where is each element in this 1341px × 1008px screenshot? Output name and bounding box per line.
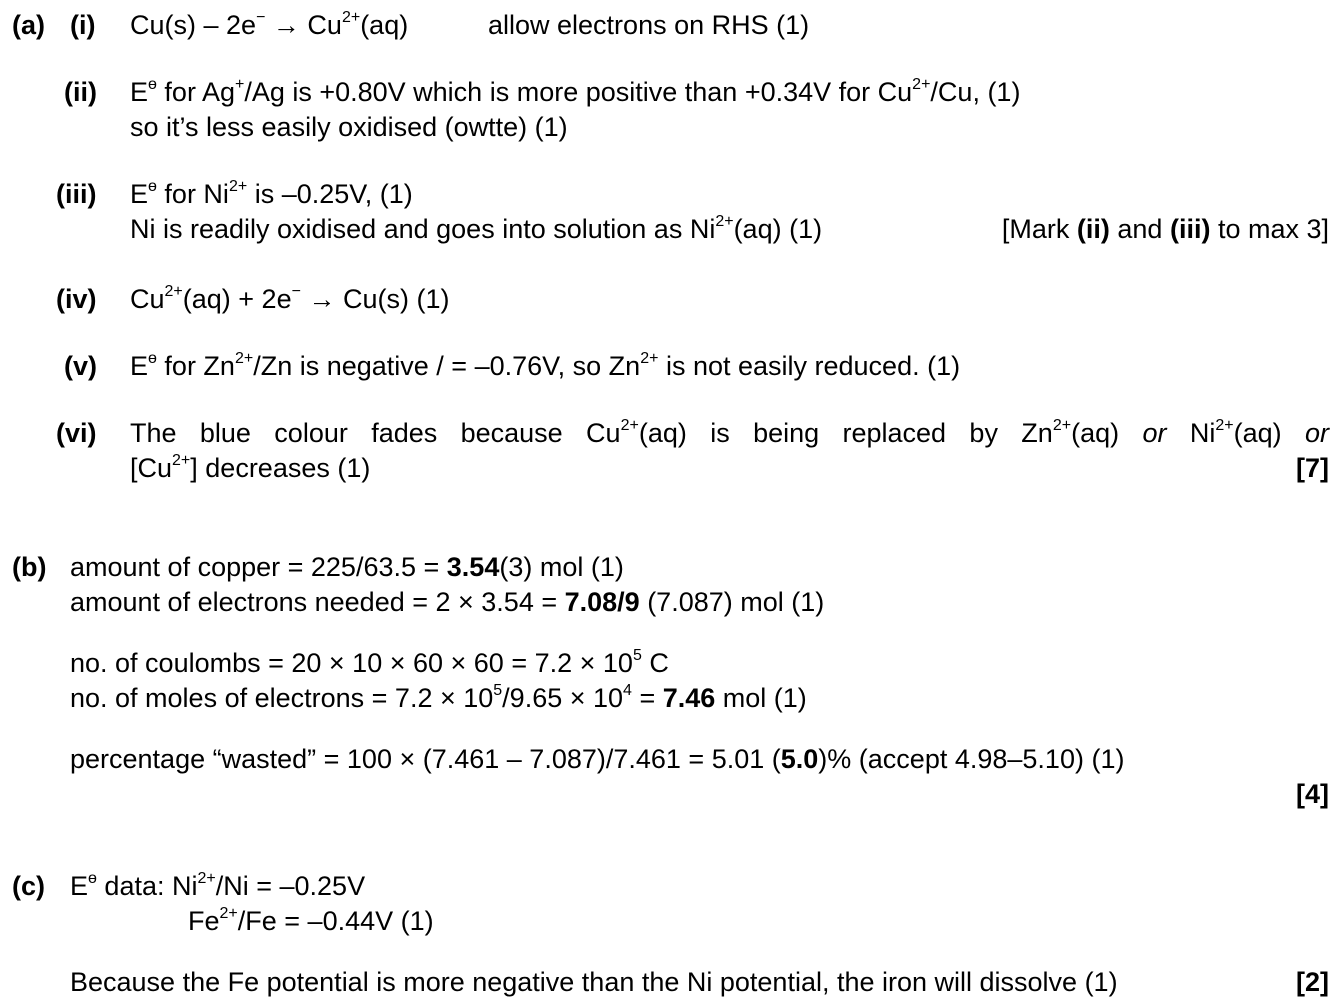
part-b-line5: percentage “wasted” = 100 × (7.461 – 7.087)/7.461 = 5.01 (5.0)% (accept 4.98–5.10) (1) [70, 744, 1125, 774]
part-a-max-marks-note: [Mark (ii) and (iii) to max 3] [1001, 214, 1329, 244]
part-a-vi-line2: $[Cu^{2+}]$ decreases (1) [130, 452, 371, 483]
part-a-i-equation: $Cu(s) - 2e^- \to Cu^{2+}(aq)$ [130, 9, 409, 40]
part-a-iii-label: (iii) [56, 179, 97, 209]
part-a-ii-line2: so it’s less easily oxidised (owtte) (1) [130, 112, 568, 142]
part-c-label: (c) [12, 871, 45, 901]
part-a-i-label: (i) [70, 10, 96, 40]
part-a-ii-line1: $E^ө$ for Ag+/Ag is +0.80V which is more positive than +0.34V for $Cu^{2+}/Cu$, (1) [130, 76, 1021, 107]
part-a-iv-equation: $Cu^{2+}(aq) + 2e^- \to Cu(s)$ (1) [130, 283, 450, 314]
part-a-iv-label: (iv) [56, 284, 97, 314]
part-c-line3: Because the Fe potential is more negative than the Ni potential, the iron will dissolve (1) [70, 967, 1118, 997]
part-a-total-marks: [7] [1296, 453, 1329, 483]
part-a-iii-line1: $E^ө$ for $Ni^{2+}$ is –0.25V, (1) [130, 178, 413, 209]
part-b-line2: amount of electrons needed = 2 × 3.54 = 7.08/9 (7.087) mol (1) [70, 587, 825, 617]
part-a-i-note: allow electrons on RHS (1) [488, 10, 810, 40]
part-c-total-marks: [2] [1296, 967, 1329, 997]
part-a-v-label: (v) [64, 351, 97, 381]
part-b-total-marks: [4] [1296, 779, 1329, 809]
part-a-ii-label: (ii) [64, 77, 97, 107]
part-b-line1: amount of copper = 225/63.5 = 3.54(3) mol (1) [70, 552, 624, 582]
part-c-line2: $Fe^{2+}/Fe = -0.44V$ (1) [188, 905, 434, 936]
part-b-line4: no. of moles of electrons = $7.2 \times 10^5/9.65 \times 10^4 = 7.46$ mol (1) [70, 682, 807, 713]
part-a-vi-label: (vi) [56, 418, 97, 448]
part-a-iii-line2: Ni is readily oxidised and goes into solution as $Ni^{2+}(aq)$ (1) [130, 213, 823, 244]
part-b-label: (b) [12, 552, 47, 582]
part-a-v-text: $E^ө$ for $Zn^{2+}/Zn$ is negative / = –0.76V, so $Zn^{2+}$ is not easily reduced. (1) [130, 350, 961, 381]
part-a-vi-line1: The blue colour fades because $Cu^{2+}(aq)$ is being replaced by $Zn^{2+}(aq)$ or $Ni^{2+}(aq)$ or [130, 417, 1330, 448]
part-c-line1: $E^ө$ data: $Ni^{2+}/Ni = -0.25V$ [70, 870, 366, 901]
part-a-label: (a) [12, 10, 45, 40]
part-b-line3: no. of coulombs = $20 \times 10 \times 60 \times 60 = 7.2 \times 10^5$ C [70, 647, 669, 678]
